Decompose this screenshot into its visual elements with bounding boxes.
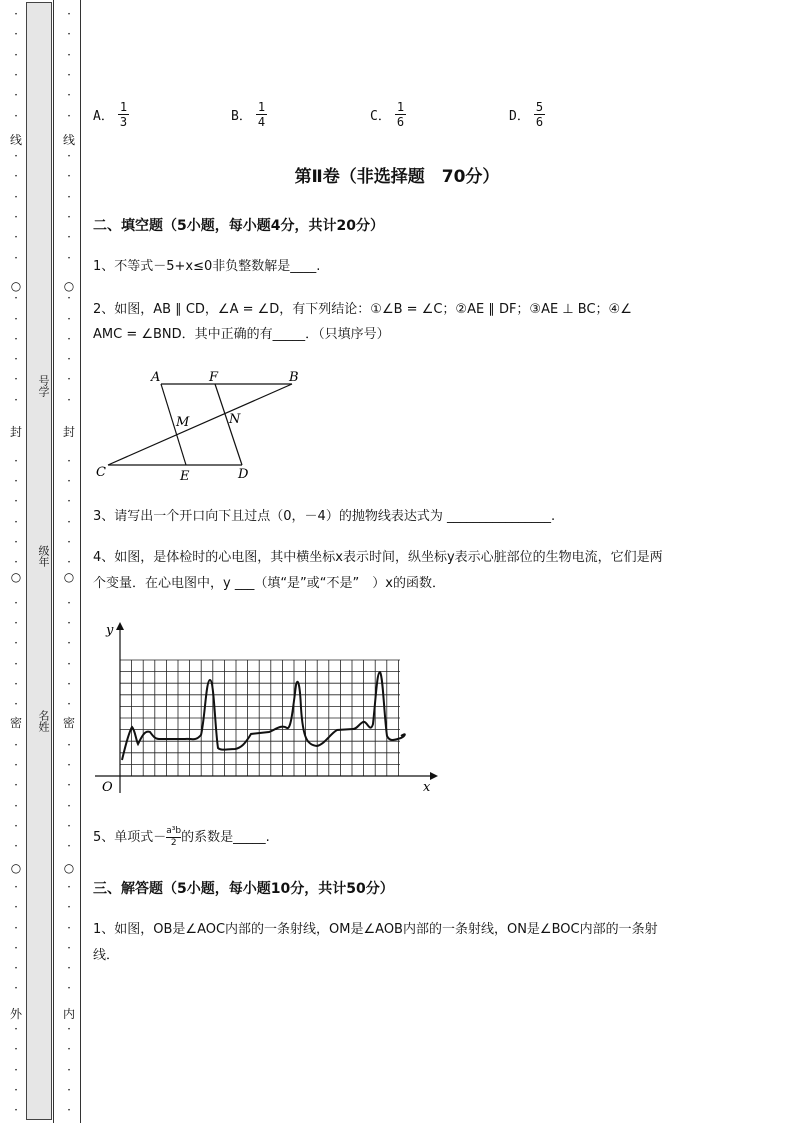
margin-dot: · <box>14 514 18 529</box>
margin-dot: · <box>14 697 18 712</box>
margin-dot: · <box>14 494 18 509</box>
margin-mark: ○ <box>63 279 75 293</box>
margin-mark: 外 <box>10 1007 23 1021</box>
part3-question-1-line2: 线． <box>93 948 120 963</box>
margin-dot: · <box>67 961 71 976</box>
parallelogram-figure <box>92 366 312 486</box>
margin-dot: · <box>14 473 18 488</box>
student-id-label: 号学 <box>37 375 50 397</box>
ecg-figure <box>95 618 440 798</box>
margin-dot: · <box>67 494 71 509</box>
choice-d: D． $\frac{5}{6}$ <box>509 100 544 129</box>
question-4-line1: 4、如图，是体检时的心电图，其中横坐标x表示时间，纵坐标y表示心脏部位的生物电流，它们是两 <box>93 550 663 565</box>
margin-dot: · <box>14 67 18 82</box>
margin-dot: · <box>67 1082 71 1097</box>
margin-dot: · <box>14 778 18 793</box>
margin-dot: · <box>67 453 71 468</box>
fraction: $\frac{1}{3}$ <box>119 100 128 129</box>
margin-dot: · <box>14 595 18 610</box>
part3-heading: 三、解答题（5小题，每小题10分，共计50分） <box>93 881 394 897</box>
margin-dot: · <box>14 839 18 854</box>
fraction: $\frac{1}{6}$ <box>396 100 405 129</box>
margin-dot: · <box>67 555 71 570</box>
margin-dot: · <box>14 372 18 387</box>
margin-dot: · <box>67 291 71 306</box>
margin-dot: · <box>67 1022 71 1036</box>
margin-dot: · <box>67 47 71 62</box>
margin-dot: · <box>67 636 71 651</box>
margin-dot: · <box>67 616 71 630</box>
margin-mark: 线 <box>10 133 23 147</box>
question-3: 3、请写出一个开口向下且过点（0，－4）的抛物线表达式为 ________________. <box>93 509 556 524</box>
margin-mark: ○ <box>63 570 75 584</box>
question-2-line2: AMC = ∠BND．其中正确的有_____．（只填序号） <box>93 327 390 342</box>
ecg-grid <box>120 660 400 776</box>
margin-dot: · <box>14 555 18 570</box>
margin-mark: ○ <box>10 570 22 584</box>
part3-question-1-line1: 1、如图，OB是∠AOC内部的一条射线，OM是∠AOB内部的一条射线，ON是∠BOC内部的一条射 <box>93 922 658 937</box>
margin-dot: · <box>14 940 18 955</box>
margin-dot: · <box>67 514 71 529</box>
margin-mark: ○ <box>10 279 22 293</box>
margin-dot: · <box>14 149 18 164</box>
margin-dot: · <box>67 27 71 42</box>
label-b: B <box>289 370 299 385</box>
margin-dot: · <box>14 798 18 813</box>
margin-mark: 封 <box>10 425 23 439</box>
x-axis-arrow <box>430 772 438 780</box>
margin-dot: · <box>14 7 18 21</box>
margin-dot: · <box>14 737 18 752</box>
margin-dot: · <box>14 1103 18 1118</box>
q5-fraction <box>166 826 181 849</box>
margin-dot: · <box>67 331 71 346</box>
question-2-line1: 2、如图，AB ∥ CD，∠A = ∠D，有下列结论：①∠B = ∠C；②AE ∥ DF；③AE ⊥ BC；④∠ <box>93 302 632 317</box>
margin-dot: · <box>67 372 71 387</box>
label-n: N <box>229 412 241 427</box>
margin-dot: · <box>14 636 18 651</box>
fraction: $\frac{1}{4}$ <box>257 100 266 129</box>
y-axis-label: y <box>106 623 114 638</box>
margin-dot: · <box>67 656 71 671</box>
margin-dot: · <box>67 108 71 123</box>
question-4-line2: 个变量．在心电图中，y ___（填“是”或“不是” ）x的函数． <box>93 576 445 591</box>
ecg-trace <box>122 672 405 760</box>
margin-dot: · <box>14 352 18 367</box>
margin-dot: · <box>67 839 71 854</box>
margin-dot: · <box>14 331 18 346</box>
section-title: 第Ⅱ卷（非选择题 70分） <box>294 167 500 187</box>
margin-mark: 密 <box>63 716 76 730</box>
margin-dot: · <box>14 819 18 833</box>
margin-mark: 内 <box>63 1007 76 1021</box>
margin-dot: · <box>14 920 18 935</box>
name-label: 名姓 <box>37 710 50 732</box>
margin-mark: 封 <box>63 425 76 439</box>
margin-dot: · <box>67 473 71 488</box>
margin-dot: · <box>67 758 71 773</box>
margin-dot: · <box>67 149 71 164</box>
margin-dot: · <box>67 920 71 935</box>
margin-dot: · <box>67 778 71 793</box>
margin-dot: · <box>14 981 18 996</box>
margin-dot: · <box>14 676 18 691</box>
margin-dot: · <box>14 311 18 326</box>
margin-mark: 密 <box>10 716 23 730</box>
margin-dot: · <box>14 230 18 245</box>
margin-dot: · <box>67 189 71 204</box>
margin-mark: 线 <box>63 133 76 147</box>
q5-suffix: 的系数是_____. <box>181 830 270 845</box>
margin-dot: · <box>67 169 71 184</box>
margin-dot: · <box>67 230 71 245</box>
margin-dot: · <box>67 210 71 224</box>
margin-dot: · <box>14 616 18 630</box>
margin-dot: · <box>14 189 18 204</box>
margin-dot: · <box>14 758 18 773</box>
q5-prefix: 5、单项式－ <box>93 830 167 845</box>
margin-dot: · <box>67 819 71 833</box>
grade-label: 级年 <box>37 545 50 567</box>
margin-dot: · <box>14 392 18 407</box>
margin-dot: · <box>14 210 18 224</box>
choice-b: B． $\frac{1}{4}$ <box>231 100 266 129</box>
margin-mark: ○ <box>10 861 22 875</box>
margin-dot: · <box>14 1022 18 1036</box>
margin-dot: · <box>67 311 71 326</box>
margin-dot: · <box>14 656 18 671</box>
margin-dot: · <box>67 67 71 82</box>
q5-denominator: 2 <box>170 838 177 848</box>
label-e: E <box>180 469 190 484</box>
label-a: A <box>151 370 161 385</box>
origin-label: O <box>102 780 113 795</box>
margin-dot: · <box>67 392 71 407</box>
margin-dot: · <box>14 534 18 549</box>
margin-dot: · <box>14 169 18 184</box>
margin-dot: · <box>67 900 71 915</box>
margin-dot: · <box>14 961 18 976</box>
margin-dot: · <box>14 291 18 306</box>
label-d: D <box>238 467 249 482</box>
part2-heading: 二、填空题（5小题，每小题4分，共计20分） <box>93 218 384 234</box>
margin-dot: · <box>67 250 71 265</box>
margin-dot: · <box>14 879 18 894</box>
margin-dot: · <box>14 1082 18 1097</box>
margin-dot: · <box>14 453 18 468</box>
label-c: C <box>96 465 106 480</box>
question-5 <box>93 825 743 851</box>
margin-dot: · <box>14 108 18 123</box>
margin-mark: ○ <box>63 861 75 875</box>
margin-dot: · <box>67 7 71 21</box>
margin-dot: · <box>67 981 71 996</box>
margin-dot: · <box>67 737 71 752</box>
margin-dot: · <box>67 676 71 691</box>
q5-numerator: a³b <box>166 826 182 836</box>
margin-dot: · <box>67 879 71 894</box>
x-axis-label: x <box>423 780 431 795</box>
margin-dot: · <box>14 88 18 103</box>
margin-dot: · <box>14 1062 18 1077</box>
margin-dot: · <box>14 900 18 915</box>
margin-dot: · <box>67 1062 71 1077</box>
margin-dot: · <box>67 352 71 367</box>
margin-dot: · <box>67 88 71 103</box>
margin-dot: · <box>14 47 18 62</box>
y-axis-arrow <box>116 622 124 630</box>
margin-dot: · <box>14 27 18 42</box>
label-f: F <box>209 370 219 385</box>
margin-dot: · <box>67 595 71 610</box>
margin-dot: · <box>67 534 71 549</box>
margin-dot: · <box>67 697 71 712</box>
segment-cb <box>108 384 292 465</box>
margin-dot: · <box>67 940 71 955</box>
margin-dot: · <box>14 1042 18 1057</box>
margin-dot: · <box>14 250 18 265</box>
margin-dot: · <box>67 798 71 813</box>
choice-a: A． $\frac{1}{3}$ <box>93 100 128 129</box>
margin-dot: · <box>67 1042 71 1057</box>
margin-dot: · <box>67 1103 71 1118</box>
choice-c: C． $\frac{1}{6}$ <box>370 100 405 129</box>
fraction: $\frac{5}{6}$ <box>535 100 544 129</box>
question-1: 1、不等式－5+x≤0非负整数解是____. <box>93 259 321 274</box>
label-m: M <box>176 415 190 430</box>
